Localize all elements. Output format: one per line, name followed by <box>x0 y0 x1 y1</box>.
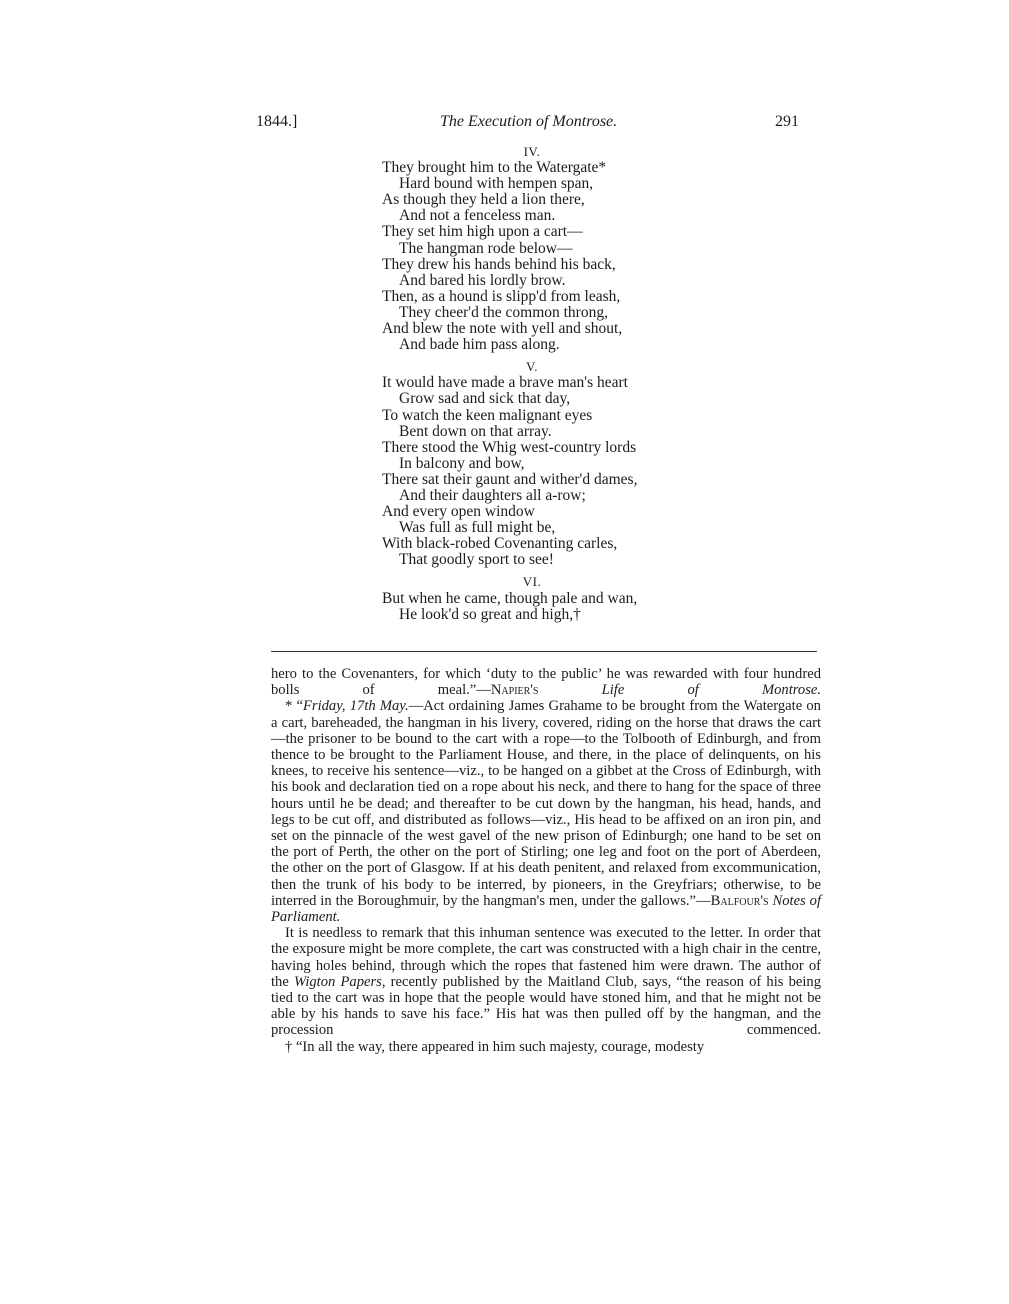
footnote-watergate: * “Friday, 17th May.—Act ordaining James Grahame to be brought from the Watergate on a cart, bareheaded, the hangman in his livery, covered, riding on the horse that draws the cart—the prisoner to be bound to the cart with a rope—to the Tolbooth of Edinburgh, and from thence to be brought to the Parliament House, and there, in the place of delinquents, on his knees, to receive his sentence—viz., to be hanged on a gibbet at the Cross of Edinburgh, with his book and declaration tied on a rope about his neck, and there to hang for the space of three hours until he be dead; and thereafter to be cut down by the hangman, his head, hands, and legs to be cut off, and distributed as follows—viz., His head to be affixed on an iron pin, and set on the pinnacle of the west gavel of the new prison of Edinburgh; one hand to be set on the port of Perth, the other on the port of Stirling; one leg and foot on the port of Aberdeen, the other on the port of Glasgow. If at his death penitent, and relaxed from excommunication, then the trunk of his body to be interred, by pioneers, in the Greyfriars; otherwise, to be interred in the Boroughmuir, by the hangman's men, under the gallows.”—Balfour's Notes of Parliament. <box>271 698 821 926</box>
verse-line: They set him high upon a cart— <box>382 223 583 241</box>
verse-line: They drew his hands behind his back, <box>382 255 616 273</box>
footnote-continuation: hero to the Covenanters, for which ‘duty to the public’ he was rewarded with four hundred bolls of meal.”—Napier's Life of Montrose. <box>271 666 821 699</box>
verse-line: And blew the note with yell and shout, <box>382 320 623 338</box>
page-number: 291 <box>775 113 799 130</box>
stanza-numeral: VI. <box>522 574 542 590</box>
footnote-remark: It is needless to remark that this inhuman sentence was executed to the letter. In order that the exposure might be more complete, the cart was constructed with a high chair in the centre, having holes behind, through which the ropes that fastened him were drawn. The author of the Wigton Papers, recently published by the Maitland Club, says, “the reason of his being tied to the cart was in hope that the people would have stoned him, and that he might not be able by his hands to save his face.” His hat was then pulled off by the hangman, and the procession commenced. <box>271 925 821 1039</box>
verse-line: There sat their gaunt and wither'd dames, <box>382 470 638 488</box>
verse-line: Bent down on that array. <box>399 422 552 440</box>
poem-verse <box>382 144 712 623</box>
footnote-divider <box>271 651 817 652</box>
verse-line: That goodly sport to see! <box>399 551 554 569</box>
footnote-dagger: † “In all the way, there appeared in him such majesty, courage, modesty <box>285 1038 705 1055</box>
verse-line: And their daughters all a-row; <box>399 486 586 504</box>
running-head-title: The Execution of Montrose. <box>440 113 618 130</box>
verse-line: In balcony and bow, <box>399 454 525 472</box>
verse-line: They cheer'd the common throng, <box>399 303 608 321</box>
stanza-numeral: IV. <box>523 144 541 159</box>
verse-line: To watch the keen malignant eyes <box>382 406 593 424</box>
footnotes <box>271 666 821 1055</box>
verse-line: He look'd so great and high,† <box>399 605 581 623</box>
stanza-numeral: V. <box>526 359 538 375</box>
verse-line: Hard bound with hempen span, <box>399 175 594 193</box>
verse-line: As though they held a lion there, <box>382 191 585 209</box>
verse-line: Was full as full might be, <box>399 519 556 537</box>
verse-line: There stood the Whig west-country lords <box>382 438 637 456</box>
verse-line: With black-robed Covenanting carles, <box>382 535 618 553</box>
verse-line: And every open window <box>382 503 535 521</box>
verse-line: And bared his lordly brow. <box>399 271 566 289</box>
running-head-year: 1844.] <box>256 113 298 130</box>
verse-line: And not a fenceless man. <box>399 207 556 225</box>
verse-line: They brought him to the Watergate* <box>382 159 607 177</box>
verse-line: Grow sad and sick that day, <box>399 390 571 408</box>
verse-line: The hangman rode below— <box>399 239 573 257</box>
verse-line: It would have made a brave man's heart <box>382 374 628 392</box>
verse-line: But when he came, though pale and wan, <box>382 589 638 607</box>
verse-line: And bade him pass along. <box>399 336 560 354</box>
verse-line: Then, as a hound is slipp'd from leash, <box>382 287 621 305</box>
